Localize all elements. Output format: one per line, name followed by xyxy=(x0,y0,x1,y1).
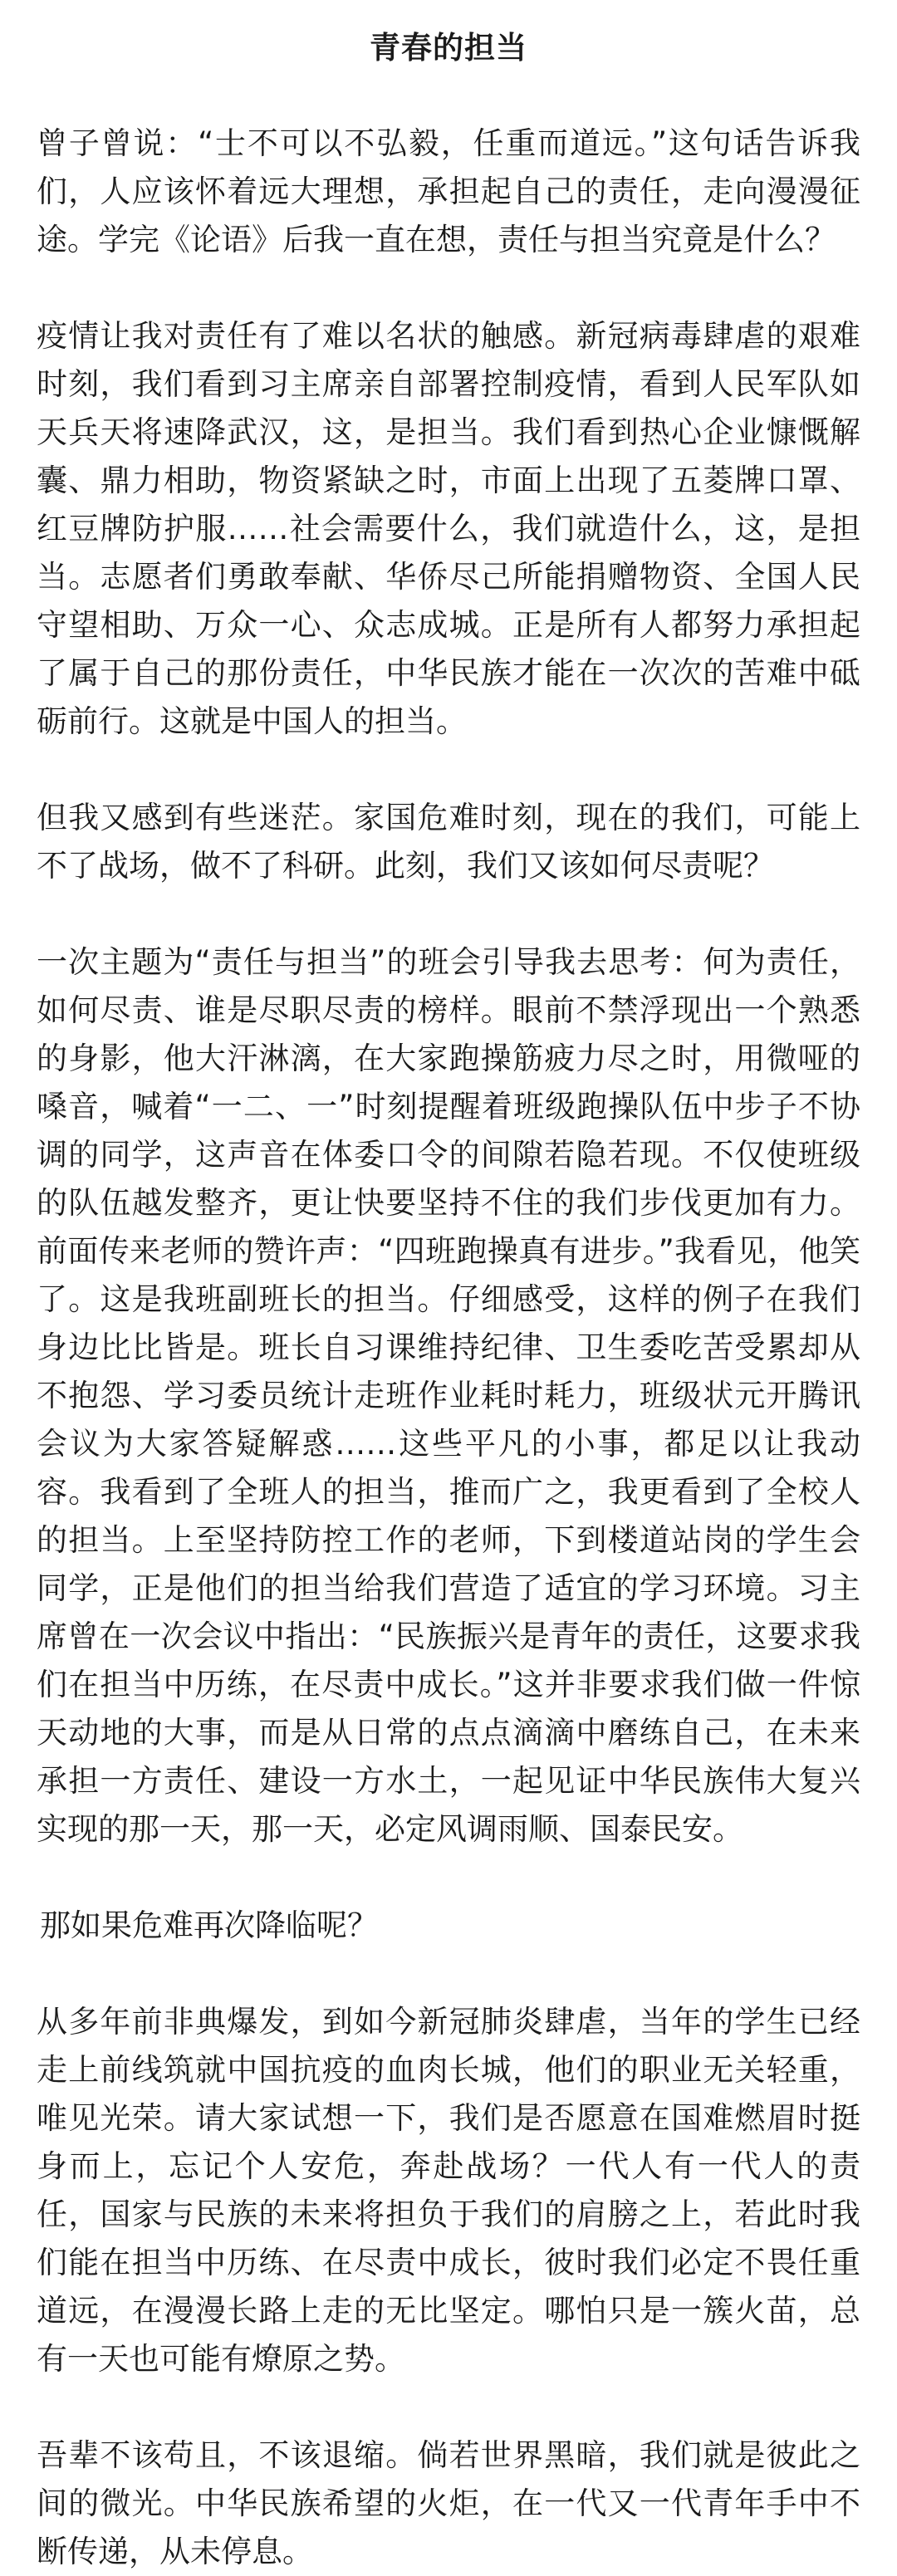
paragraph-epidemic: 疫情让我对责任有了难以名状的触感。新冠病毒肆虐的艰难时刻，我们看到习主席亲自部署控制疫情，看到人民军队如天兵天将速降武汉，这，是担当。我们看到热心企业慷慨解囊、鼎力相助，物资紧缺之时，市面上出现了五菱牌口罩、红豆牌防护服……社会需要什么，我们就造什么，这，是担当。志愿者们勇敢奉献、华侨尽己所能捐赠物资、全国人民守望相助、万众一心、众志成城。正是所有人都努力承担起了属于自己的那份责任，中华民族才能在一次次的苦难中砥砺前行。这就是中国人的担当。 xyxy=(37,318,860,739)
paragraph-conclusion: 吾辈不该苟且，不该退缩。倘若世界黑暗，我们就是彼此之间的微光。中华民族希望的火炬，在一代又一代青年手中不断传递，从未停息。 xyxy=(37,2437,860,2569)
paragraph-future-duty: 从多年前非典爆发，到如今新冠肺炎肆虐，当年的学生已经走上前线筑就中国抗疫的血肉长城，他们的职业无关轻重，唯见光荣。请大家试想一下，我们是否愿意在国难燃眉时挺身而上，忘记个人安危，奔赴战场？一代人有一代人的责任，国家与民族的未来将担负于我们的肩膀之上，若此时我们能在担当中历练、在尽责中成长，彼时我们必定不畏任重道远，在漫漫长路上走的无比坚定。哪怕只是一簇火苗，总有一天也可能有燎原之势。 xyxy=(37,2004,860,2377)
article-title: 青春的担当 xyxy=(370,30,527,66)
paragraph-question: 那如果危难再次降临呢？ xyxy=(40,1908,378,1943)
paragraph-intro: 曾子曾说：“士不可以不弘毅，任重而道远。”这句话告诉我们，人应该怀着远大理想，承担起自己的责任，走向漫漫征途。学完《论语》后我一直在想，责任与担当究竟是什么？ xyxy=(37,125,860,257)
paragraph-confusion: 但我又感到有些迷茫。家国危难时刻，现在的我们，可能上不了战场，做不了科研。此刻，我们又该如何尽责呢？ xyxy=(37,800,860,884)
paragraph-class-meeting: 一次主题为“责任与担当”的班会引导我去思考：何为责任，如何尽责、谁是尽职尽责的榜样。眼前不禁浮现出一个熟悉的身影，他大汗淋漓，在大家跑操筋疲力尽之时，用微哑的嗓音，喊着“一二、一”时刻提醒着班级跑操队伍中步子不协调的同学，这声音在体委口令的间隙若隐若现。不仅使班级的队伍越发整齐，更让快要坚持不住的我们步伐更加有力。前面传来老师的赞许声：“四班跑操真有进步。”我看见，他笑了。这是我班副班长的担当。仔细感受，这样的例子在我们身边比比皆是。班长自习课维持纪律、卫生委吃苦受累却从不抱怨、学习委员统计走班作业耗时耗力，班级状元开腾讯会议为大家答疑解惑……这些平凡的小事，都足以让我动容。我看到了全班人的担当，推而广之，我更看到了全校人的担当。上至坚持防控工作的老师，下到楼道站岗的学生会同学，正是他们的担当给我们营造了适宜的学习环境。习主席曾在一次会议中指出：“民族振兴是青年的责任，这要求我们在担当中历练，在尽责中成长。”这并非要求我们做一件惊天动地的大事，而是从日常的点点滴滴中磨练自己，在未来承担一方责任、建设一方水土，一起见证中华民族伟大复兴实现的那一天，那一天，必定风调雨顺、国泰民安。 xyxy=(37,944,860,1847)
